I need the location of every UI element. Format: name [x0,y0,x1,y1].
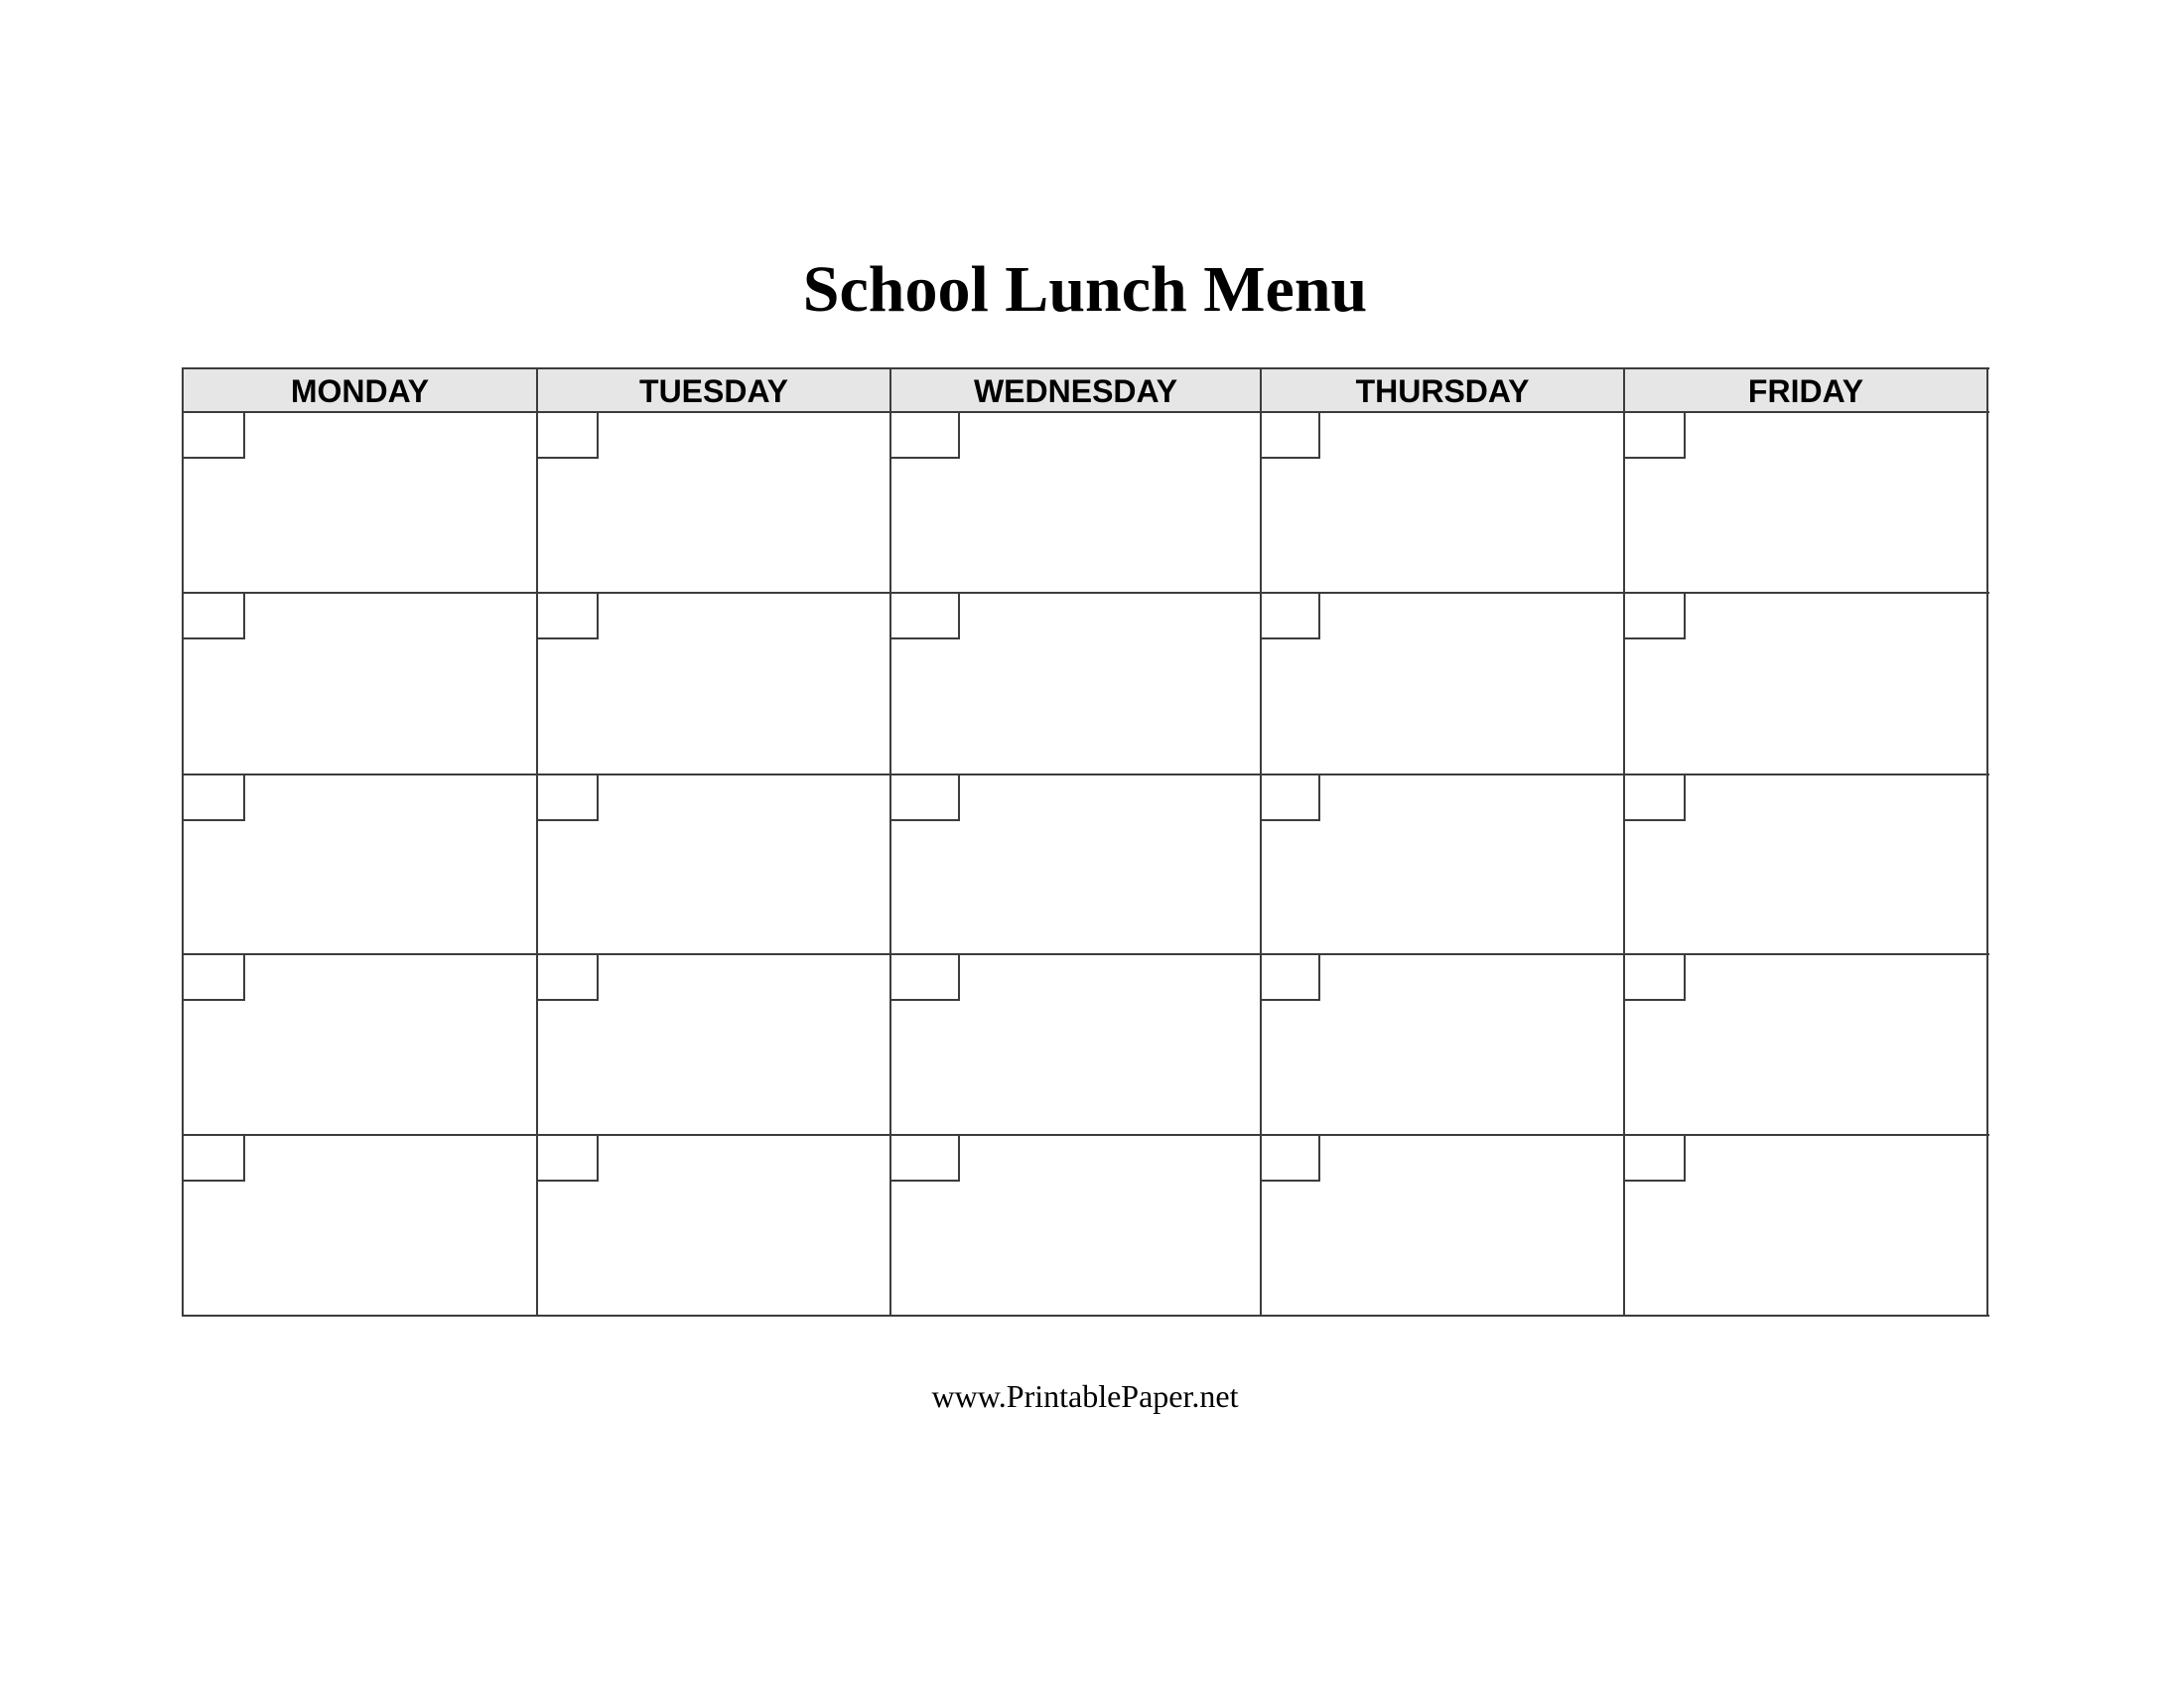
grid-line-horizontal [183,774,1989,775]
date-box[interactable] [1261,954,1320,1001]
date-box[interactable] [537,412,599,459]
grid-line-vertical [1986,367,1988,1317]
date-box[interactable] [890,593,960,639]
date-box[interactable] [1624,412,1686,459]
date-box[interactable] [183,412,245,459]
menu-cell[interactable] [1624,1135,1987,1316]
date-box[interactable] [890,954,960,1001]
menu-cell[interactable] [1261,954,1624,1135]
menu-cell[interactable] [183,593,537,774]
date-box[interactable] [183,774,245,821]
grid-line-vertical [536,367,538,1317]
grid-line-vertical [1260,367,1262,1317]
date-box[interactable] [890,774,960,821]
grid-line-horizontal [183,592,1989,594]
date-box[interactable] [1261,774,1320,821]
menu-cell[interactable] [537,954,890,1135]
menu-cell[interactable] [537,774,890,954]
date-box[interactable] [183,593,245,639]
date-box[interactable] [537,954,599,1001]
grid-line-horizontal [183,1134,1989,1136]
menu-cell[interactable] [537,1135,890,1316]
grid-line-vertical [1623,367,1625,1317]
date-box[interactable] [890,412,960,459]
header-wednesday: WEDNESDAY [973,373,1178,409]
menu-cell[interactable] [890,774,1261,954]
menu-cell[interactable] [183,412,537,593]
date-box[interactable] [1261,412,1320,459]
header-thursday: THURSDAY [1355,373,1530,409]
grid-line-horizontal [183,411,1989,413]
date-box[interactable] [183,1135,245,1182]
date-box[interactable] [1261,593,1320,639]
menu-cell[interactable] [890,412,1261,593]
menu-cell[interactable] [1261,593,1624,774]
menu-cell[interactable] [1624,774,1987,954]
date-box[interactable] [1261,1135,1320,1182]
grid-line-horizontal [183,367,1989,369]
date-box[interactable] [1624,593,1686,639]
menu-cell[interactable] [1624,954,1987,1135]
date-box[interactable] [1624,774,1686,821]
menu-cell[interactable] [890,954,1261,1135]
header-monday: MONDAY [290,373,430,409]
menu-cell[interactable] [1261,774,1624,954]
menu-cell[interactable] [183,774,537,954]
grid-line-vertical [182,367,184,1317]
date-box[interactable] [183,954,245,1001]
date-box[interactable] [890,1135,960,1182]
menu-cell[interactable] [890,1135,1261,1316]
grid-line-horizontal [183,953,1989,955]
date-box[interactable] [537,1135,599,1182]
menu-cell[interactable] [1261,1135,1624,1316]
date-box[interactable] [1624,1135,1686,1182]
lunch-menu-table [183,368,1987,1316]
header-friday: FRIDAY [1747,373,1864,409]
menu-cell[interactable] [1624,593,1987,774]
grid-line-vertical [889,367,891,1317]
menu-cell[interactable] [183,1135,537,1316]
page-title: School Lunch Menu [802,253,1368,326]
menu-cell[interactable] [1624,412,1987,593]
menu-cell[interactable] [1261,412,1624,593]
menu-cell[interactable] [183,954,537,1135]
footer-url: www.PrintablePaper.net [931,1378,1239,1414]
menu-cell[interactable] [537,593,890,774]
menu-cell[interactable] [890,593,1261,774]
menu-cell[interactable] [537,412,890,593]
date-box[interactable] [537,593,599,639]
date-box[interactable] [1624,954,1686,1001]
date-box[interactable] [537,774,599,821]
header-tuesday: TUESDAY [639,373,788,409]
grid-line-horizontal [183,1315,1989,1317]
